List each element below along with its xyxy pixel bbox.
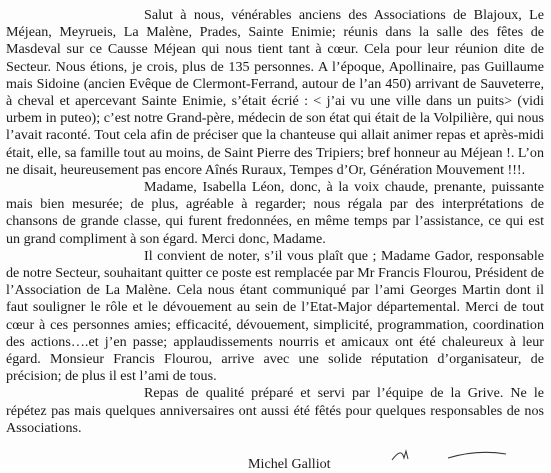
paragraph-greeting: Salut à nous, vénérables anciens des Associations de Blajoux, Le Méjean, Meyrueis, La Malène, Prades, Sainte Enimie; réunis dans la salle des fêtes de Masdeval sur ce Causse Méjean qui nous tient tant à cœur. Cela pour leur réunion dite de Secteur. Nous étions, je crois, plus de 135 personnes. A l’époque, Apollinaire, pas Guillaume mais Sidoine (ancien Evêque de Clermont-Ferrand, autour de l’an 450) arrivant de Sauveterre, à cheval et apercevant Sainte Enimie, s’était écrié : < j’ai vu une ville dans un puits> (vidi urbem in puteo); c’est notre Grand-père, médecin de son état qui était de la Volpilière, qui nous l’avait raconté. Tout cela afin de préciser que la chanteuse qui allait animer repas et après-midi était, elle, sa famille tout au moins, de Saint Pierre des Tripiers; bref honneur au Méjean !. L’on ne disait, heureusement pas encore Aînés Ruraux, Tempes d’Or, Génération Mouvement !!!.	[6, 7, 544, 178]
paragraph-meal: Repas de qualité préparé et servi par l’équipe de la Grive. Ne le répétez pas mais quelques anniversaires ont aussi été fêtés pour quelques responsables de nos Associations.	[6, 385, 544, 436]
article-body	[6, 7, 544, 437]
author-signature-name: Michel Galliot	[248, 456, 331, 472]
paragraph-sector-change: Il convient de noter, s’il vous plaît que ; Madame Gador, responsable de notre Secteur, souhaitant quitter ce poste est remplacée par Mr Francis Flourou, Président de l’Association de La Malène. Cela nous étant communiqué par l’ami Georges Martin dont il faut souligner le rôle et le dévouement au sein de l’Etat-Major départemental. Merci de tout cœur à ces personnes amies; efficacité, dévouement, simplicité, programmation, coordination des actions….et j’en passe; applaudissements nourris et amicaux ont été chaleureux à leur égard. Monsieur Francis Flourou, arrive avec une solide réputation d’organisateur, de précision; de plus il est l’ami de tous.	[6, 247, 544, 385]
paragraph-singer: Madame, Isabella Léon, donc, à la voix chaude, prenante, puissante mais bien mesurée; de plus, agréable à regarder; nous régala par des interprétations de chansons de grande classe, qui furent fredonnées, en même temps par l’assistance, ce qui est un grand compliment à son égard. Merci donc, Madame.	[6, 179, 544, 247]
handwritten-signature-icon	[388, 448, 508, 464]
